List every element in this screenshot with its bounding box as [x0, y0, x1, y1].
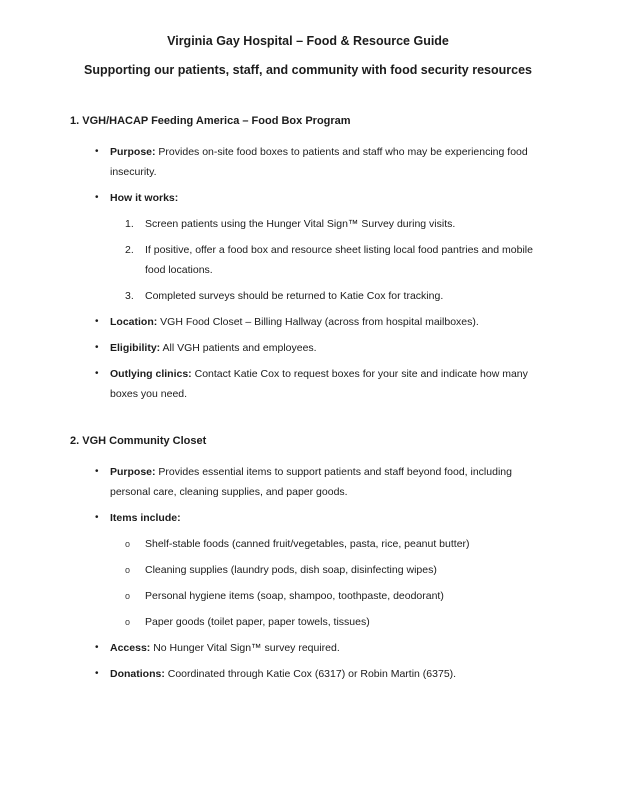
item-body: Provides on-site food boxes to patients and staff who may be experiencing food insecurity.	[110, 146, 528, 178]
circle-item-text: Personal hygiene items (soap, shampoo, toothpaste, deodorant)	[145, 590, 444, 602]
circle-item-shelf-stable	[125, 534, 546, 554]
bullet-marker: •	[95, 316, 99, 327]
item-label: Eligibility:	[110, 342, 161, 354]
number-marker: 2.	[125, 244, 134, 256]
section-2-heading: 2. VGH Community Closet	[70, 435, 207, 447]
document-subtitle: Supporting our patients, staff, and community with food security resources	[84, 63, 532, 77]
circle-marker: o	[125, 617, 131, 627]
item-label: Items include:	[110, 512, 181, 524]
section-community-closet	[70, 434, 546, 684]
list-item-text	[110, 664, 546, 684]
item-body: VGH Food Closet – Billing Hallway (across from hospital mailboxes).	[157, 316, 479, 328]
circle-item-paper-goods	[125, 612, 546, 632]
document-title: Virginia Gay Hospital – Food & Resource Guide	[167, 34, 449, 48]
list-item-donations	[95, 664, 546, 684]
numbered-item-text: Completed surveys should be returned to Katie Cox for tracking.	[145, 290, 444, 302]
list-item-outlying-clinics	[95, 364, 546, 404]
list-item-text	[110, 188, 546, 208]
list-item-text	[110, 364, 546, 404]
bullet-marker: •	[95, 192, 99, 203]
list-item-items-include	[95, 508, 546, 528]
section-1-heading: 1. VGH/HACAP Feeding America – Food Box Program	[70, 115, 351, 127]
numbered-item-text: If positive, offer a food box and resource sheet listing local food pantries and mobile food locations.	[145, 244, 533, 276]
item-label: Outlying clinics:	[110, 368, 192, 380]
item-label: Purpose:	[110, 146, 156, 158]
number-marker: 3.	[125, 290, 134, 302]
list-item-how-it-works	[95, 188, 546, 208]
numbered-item-1	[125, 214, 546, 234]
list-item-text	[110, 462, 546, 502]
bullet-marker: •	[95, 342, 99, 353]
circle-marker: o	[125, 539, 131, 549]
item-label: Purpose:	[110, 466, 156, 478]
list-item-text	[110, 638, 546, 658]
list-item-access	[95, 638, 546, 658]
item-body: Contact Katie Cox to request boxes for your site and indicate how many boxes you need.	[110, 368, 528, 400]
item-body: No Hunger Vital Sign™ survey required.	[150, 642, 340, 654]
circle-item-cleaning-supplies	[125, 560, 546, 580]
item-body: Coordinated through Katie Cox (6317) or Robin Martin (6375).	[164, 668, 457, 680]
circle-item-text: Shelf-stable foods (canned fruit/vegetables, pasta, rice, peanut butter)	[145, 538, 470, 550]
item-label: Access:	[110, 642, 151, 654]
item-body: Provides essential items to support patients and staff beyond food, including personal care, cleaning supplies, and paper goods.	[110, 466, 512, 498]
list-item-purpose	[95, 142, 546, 182]
numbered-item-3	[125, 286, 546, 306]
list-item-text	[110, 508, 546, 528]
numbered-item-text: Screen patients using the Hunger Vital Sign™ Survey during visits.	[145, 218, 456, 230]
item-body: All VGH patients and employees.	[160, 342, 317, 354]
list-item-text	[110, 312, 546, 332]
item-label: Location:	[110, 316, 158, 328]
list-item-text	[110, 142, 546, 182]
bullet-marker: •	[95, 466, 99, 477]
numbered-item-2	[125, 240, 546, 280]
item-label: How it works:	[110, 192, 179, 204]
circle-item-text: Cleaning supplies (laundry pods, dish soap, disinfecting wipes)	[145, 564, 437, 576]
item-label: Donations:	[110, 668, 165, 680]
circle-item-personal-hygiene	[125, 586, 546, 606]
bullet-marker: •	[95, 642, 99, 653]
bullet-marker: •	[95, 368, 99, 379]
list-item-location	[95, 312, 546, 332]
circle-marker: o	[125, 591, 131, 601]
list-item-eligibility	[95, 338, 546, 358]
circle-item-text: Paper goods (toilet paper, paper towels, tissues)	[145, 616, 370, 628]
circle-marker: o	[125, 565, 131, 575]
list-item-text	[110, 338, 546, 358]
bullet-marker: •	[95, 146, 99, 157]
section-food-box-program	[70, 114, 546, 404]
list-item-purpose	[95, 462, 546, 502]
bullet-marker: •	[95, 668, 99, 679]
number-marker: 1.	[125, 218, 134, 230]
bullet-marker: •	[95, 512, 99, 523]
